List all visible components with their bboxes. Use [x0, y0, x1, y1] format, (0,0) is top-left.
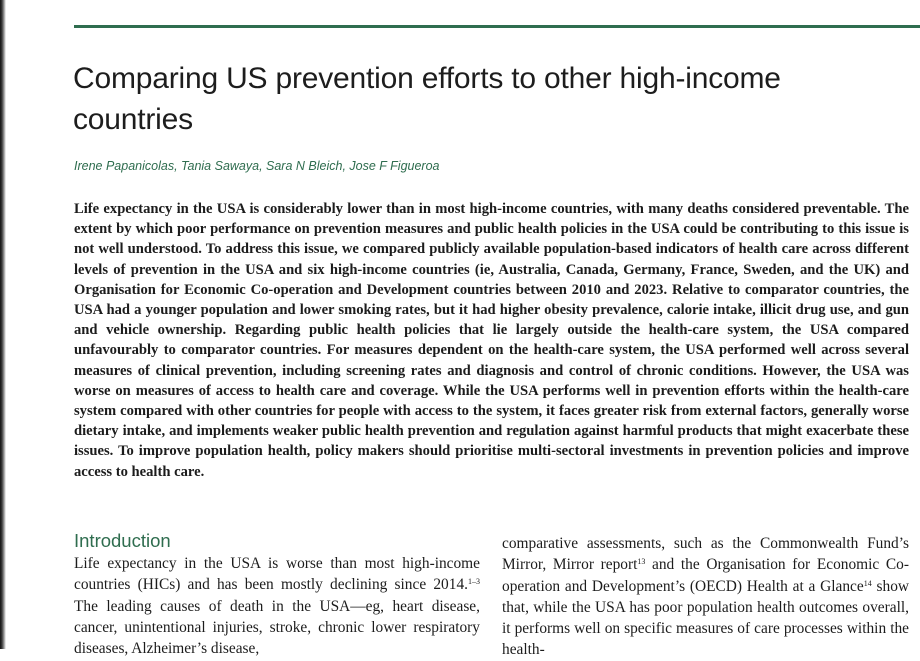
reference-superscript[interactable]: 14 [863, 578, 872, 588]
header-rule [74, 25, 920, 28]
intro-text-segment: Life expectancy in the USA is worse than most high-income countries (HICs) and has been mostly declining since 2014. [74, 555, 480, 594]
page-edge-shadow [0, 0, 6, 649]
introduction-left-column [74, 529, 480, 659]
introduction-paragraph-left [74, 553, 480, 659]
introduction-right-column [502, 533, 909, 661]
introduction-paragraph-right [502, 533, 909, 661]
article-abstract: Life expectancy in the USA is considerably lower than in most high-income countries, with many deaths considered preventable. The extent by which poor performance on prevention measures and public health policies in the USA could be contributing to this issue is not well understood. To address this issue, we compared publicly available population-based indicators of health care across different levels of prevention in the USA and six high-income countries (ie, Australia, Canada, Germany, France, Sweden, and the UK) and Organisation for Economic Co-operation and Development countries between 2010 and 2023. Relative to comparator countries, the USA had a younger population and lower smoking rates, but it had higher obesity prevalence, calorie intake, illicit drug use, and gun and vehicle ownership. Regarding public health policies that lie largely outside the health-care system, the USA compared unfavourably to comparator countries. For measures dependent on the health-care system, the USA performed well across several measures of clinical prevention, including screening rates and diagnosis and control of chronic conditions. However, the USA was worse on measures of access to health care and coverage. While the USA performs well in prevention efforts within the health-care system compared with other countries for people with access to the system, it faces greater risk from external factors, generally worse dietary intake, and implements weaker public health prevention and regulation against harmful products that might exacerbate these issues. To improve population health, policy makers should prioritise multi-sectoral investments in prevention policies and improve access to health care. [74, 201, 909, 480]
reference-superscript[interactable]: 1–3 [468, 577, 480, 587]
introduction-heading: Introduction [74, 530, 171, 551]
intro-text-segment: show that, while the USA has poor population health outcomes overall, it performs well on specific measures of care processes within the health- [502, 577, 909, 659]
intro-text-segment: comparative assessments, such as the Commonwealth Fund’s Mirror, Mirror report [502, 535, 909, 574]
article-authors: Irene Papanicolas, Tania Sawaya, Sara N Bleich, Jose F Figueroa [74, 159, 440, 173]
intro-text-segment: The leading causes of death in the USA—eg, heart disease, cancer, unintentional injuries, stroke, chronic lower respiratory diseases, Alzheimer’s disease, [74, 597, 480, 658]
intro-text-segment: and the Organisation for Economic Co-operation and Development’s (OECD) Health at a Glance [502, 556, 909, 595]
reference-superscript[interactable]: 13 [637, 557, 646, 567]
article-title: Comparing US prevention efforts to other high-income countries [73, 62, 781, 136]
